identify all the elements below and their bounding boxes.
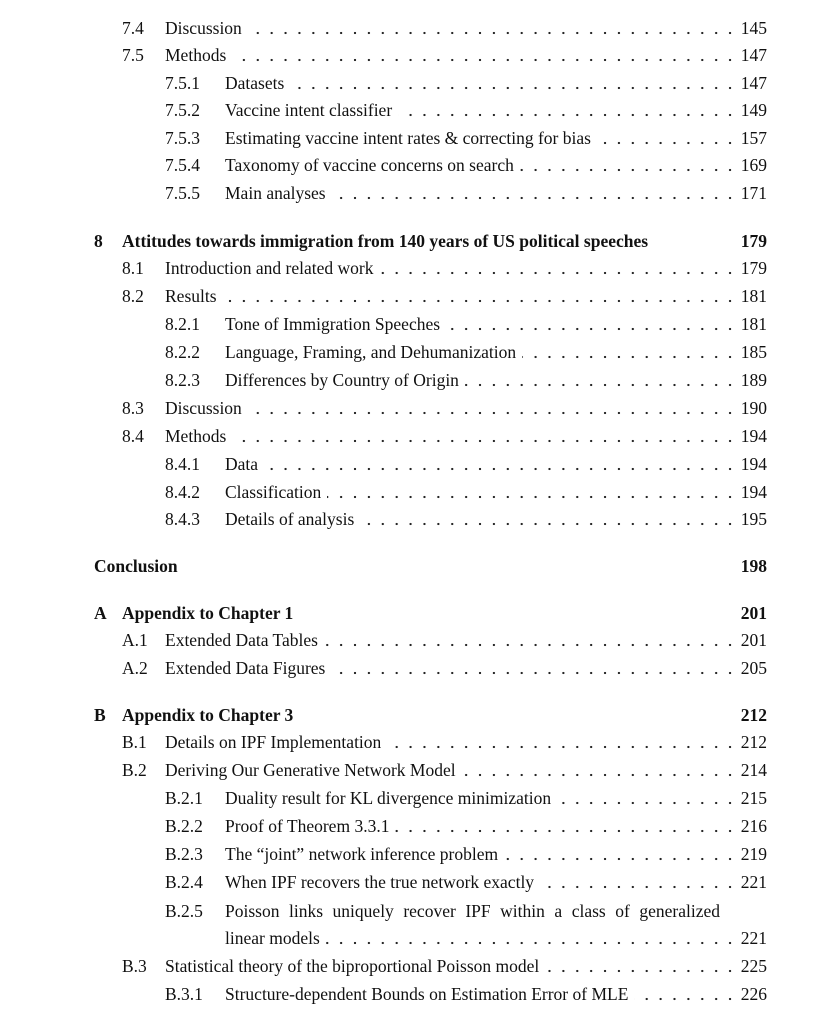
toc-entry-number: A.2 bbox=[122, 658, 148, 678]
toc-entry-number: B.1 bbox=[122, 732, 147, 752]
toc-entry-page: 201 bbox=[740, 630, 767, 650]
toc-entry[interactable] bbox=[0, 552, 825, 580]
toc-entry[interactable] bbox=[0, 701, 825, 729]
toc-entry[interactable] bbox=[0, 394, 825, 422]
toc-entry-number: 8.2.3 bbox=[165, 370, 200, 390]
toc-entry-number: B.2.4 bbox=[165, 872, 203, 892]
toc-entry-page: 212 bbox=[740, 732, 767, 752]
toc-entry[interactable] bbox=[0, 14, 825, 42]
dot-leader bbox=[331, 654, 739, 682]
toc-entry[interactable] bbox=[0, 599, 825, 627]
toc-entry-title: Structure-dependent Bounds on Estimation Error of MLE bbox=[225, 984, 629, 1004]
toc-entry-title: Introduction and related work bbox=[165, 258, 374, 278]
toc-entry[interactable] bbox=[0, 366, 825, 394]
toc-entry[interactable] bbox=[0, 96, 825, 124]
toc-entry-title: Poisson links uniquely recover IPF within a class of generalized bbox=[225, 901, 720, 921]
toc-entry-title: Proof of Theorem 3.3.1 bbox=[225, 816, 390, 836]
toc-entry-page: 194 bbox=[740, 426, 767, 446]
toc-entry-title: Details on IPF Implementation bbox=[165, 732, 382, 752]
dot-leader bbox=[465, 366, 739, 394]
toc-entry-page: 226 bbox=[740, 984, 767, 1004]
toc-entry-number: B.2.5 bbox=[165, 901, 203, 921]
toc-entry-title: Appendix to Chapter 1 bbox=[122, 603, 294, 623]
dot-leader bbox=[522, 338, 739, 366]
toc-entry-title: Deriving Our Generative Network Model bbox=[165, 760, 456, 780]
toc-entry[interactable] bbox=[0, 41, 825, 69]
toc-entry-continuation[interactable] bbox=[0, 924, 825, 952]
toc-entry-page: 181 bbox=[740, 286, 767, 306]
toc-entry-page: 201 bbox=[740, 603, 767, 623]
toc-entry-title: Language, Framing, and Dehumanization bbox=[225, 342, 517, 362]
toc-entry[interactable] bbox=[0, 784, 825, 812]
toc-entry-number: 8.3 bbox=[122, 398, 144, 418]
toc-entry-title: Classification bbox=[225, 482, 322, 502]
toc-entry-page: 221 bbox=[740, 872, 767, 892]
dot-leader bbox=[395, 812, 739, 840]
toc-entry-title: Extended Data Figures bbox=[165, 658, 326, 678]
toc-entry-page: 194 bbox=[740, 454, 767, 474]
toc-entry-number: B.2 bbox=[122, 760, 147, 780]
toc-entry[interactable] bbox=[0, 422, 825, 450]
dot-leader bbox=[324, 626, 739, 654]
toc-entry-page: 215 bbox=[740, 788, 767, 808]
toc-entry-page: 205 bbox=[740, 658, 767, 678]
toc-entry-page: 225 bbox=[740, 956, 767, 976]
toc-entry[interactable] bbox=[0, 897, 825, 925]
toc-entry-number: 8.4 bbox=[122, 426, 144, 446]
dot-leader bbox=[462, 756, 739, 784]
toc-entry-number: 8.2.1 bbox=[165, 314, 200, 334]
toc-entry[interactable] bbox=[0, 756, 825, 784]
toc-entry-title: Details of analysis bbox=[225, 509, 355, 529]
toc-entry-title: Methods bbox=[165, 426, 227, 446]
toc-entry-number: 8.4.2 bbox=[165, 482, 200, 502]
dot-leader bbox=[387, 728, 739, 756]
toc-entry[interactable] bbox=[0, 338, 825, 366]
toc-entry-title: Differences by Country of Origin bbox=[225, 370, 459, 390]
toc-entry-title: Vaccine intent classifier bbox=[225, 100, 393, 120]
toc-entry[interactable] bbox=[0, 952, 825, 980]
toc-entry-number: 7.4 bbox=[122, 18, 144, 38]
toc-entry-title: Tone of Immigration Speeches bbox=[225, 314, 441, 334]
toc-entry-number: A bbox=[94, 603, 107, 623]
toc-entry-title-continuation: linear models bbox=[225, 928, 320, 948]
dot-leader bbox=[379, 254, 739, 282]
toc-entry-title: Main analyses bbox=[225, 183, 326, 203]
toc-entry-number: B.3.1 bbox=[165, 984, 203, 1004]
toc-entry-title: Results bbox=[165, 286, 217, 306]
dot-leader bbox=[248, 394, 739, 422]
dot-leader bbox=[446, 310, 739, 338]
toc-entry-number: 8.4.1 bbox=[165, 454, 200, 474]
toc-entry[interactable] bbox=[0, 179, 825, 207]
toc-entry[interactable] bbox=[0, 980, 825, 1008]
dot-leader bbox=[634, 980, 739, 1008]
dot-leader bbox=[264, 450, 739, 478]
toc-entry[interactable] bbox=[0, 310, 825, 338]
dot-leader bbox=[545, 952, 739, 980]
toc-entry[interactable] bbox=[0, 254, 825, 282]
toc-entry-number: 7.5.3 bbox=[165, 128, 200, 148]
toc-entry-title: Datasets bbox=[225, 73, 285, 93]
toc-entry[interactable] bbox=[0, 478, 825, 506]
toc-entry-number: B.3 bbox=[122, 956, 147, 976]
dot-leader bbox=[520, 151, 739, 179]
toc-entry-page: 216 bbox=[740, 816, 767, 836]
toc-entry-page: 147 bbox=[740, 45, 767, 65]
toc-entry-title: Appendix to Chapter 3 bbox=[122, 705, 294, 725]
toc-entry-title: Data bbox=[225, 454, 259, 474]
toc-entry-page: 219 bbox=[740, 844, 767, 864]
toc-entry-title: The “joint” network inference problem bbox=[225, 844, 499, 864]
dot-leader bbox=[504, 840, 739, 868]
toc-entry-page: 181 bbox=[740, 314, 767, 334]
toc-entry[interactable] bbox=[0, 728, 825, 756]
toc-entry-title: When IPF recovers the true network exactly bbox=[225, 872, 535, 892]
toc-entry-page: 147 bbox=[740, 73, 767, 93]
toc-entry-page: 194 bbox=[740, 482, 767, 502]
dot-leader bbox=[332, 179, 739, 207]
toc-entry-number: 7.5.2 bbox=[165, 100, 200, 120]
toc-entry[interactable] bbox=[0, 450, 825, 478]
toc-entry-page: 179 bbox=[740, 231, 767, 251]
toc-entry[interactable] bbox=[0, 812, 825, 840]
toc-entry-number: 7.5 bbox=[122, 45, 144, 65]
dot-leader bbox=[557, 784, 739, 812]
toc-entry-number: B bbox=[94, 705, 106, 725]
toc-entry-title: Taxonomy of vaccine concerns on search bbox=[225, 155, 514, 175]
toc-entry-number: 8.1 bbox=[122, 258, 144, 278]
toc-entry-page: 221 bbox=[740, 928, 767, 948]
toc-entry-title: Methods bbox=[165, 45, 227, 65]
dot-leader bbox=[360, 505, 739, 533]
toc-entry-number: 8.4.3 bbox=[165, 509, 200, 529]
dot-leader bbox=[597, 124, 739, 152]
toc-entry-page: 185 bbox=[740, 342, 767, 362]
toc-entry-number: 7.5.1 bbox=[165, 73, 200, 93]
dot-leader bbox=[290, 69, 739, 97]
toc-entry[interactable] bbox=[0, 282, 825, 310]
dot-leader bbox=[398, 96, 739, 124]
toc-entry-number: 7.5.5 bbox=[165, 183, 200, 203]
toc-entry[interactable] bbox=[0, 505, 825, 533]
dot-leader bbox=[232, 422, 739, 450]
toc-entry[interactable] bbox=[0, 840, 825, 868]
toc-entry-number: A.1 bbox=[122, 630, 148, 650]
toc-entry[interactable] bbox=[0, 626, 825, 654]
toc-entry-page: 149 bbox=[740, 100, 767, 120]
dot-leader bbox=[326, 924, 739, 952]
toc-entry-page: 145 bbox=[740, 18, 767, 38]
toc-entry-title: Statistical theory of the biproportional Poisson model bbox=[165, 956, 540, 976]
toc-entry-title: Duality result for KL divergence minimization bbox=[225, 788, 552, 808]
toc-entry[interactable] bbox=[0, 151, 825, 179]
toc-entry-page: 169 bbox=[740, 155, 767, 175]
toc-entry-number: 8.2 bbox=[122, 286, 144, 306]
toc-entry-title: Estimating vaccine intent rates & correcting for bias bbox=[225, 128, 591, 148]
dot-leader bbox=[223, 282, 739, 310]
toc-entry[interactable] bbox=[0, 868, 825, 896]
toc-entry-page: 189 bbox=[740, 370, 767, 390]
toc-entry[interactable] bbox=[0, 654, 825, 682]
toc-entry-number: 8.2.2 bbox=[165, 342, 200, 362]
dot-leader bbox=[232, 41, 739, 69]
toc-entry-page: 157 bbox=[740, 128, 767, 148]
toc-entry[interactable] bbox=[0, 124, 825, 152]
dot-leader bbox=[540, 868, 739, 896]
toc-entry-number: B.2.1 bbox=[165, 788, 203, 808]
dot-leader bbox=[248, 14, 739, 42]
toc-entry-number: 7.5.4 bbox=[165, 155, 200, 175]
toc-entry-page: 179 bbox=[740, 258, 767, 278]
toc-entry-page: 190 bbox=[740, 398, 767, 418]
toc-entry[interactable] bbox=[0, 227, 825, 255]
toc-entry-page: 214 bbox=[740, 760, 767, 780]
toc-entry-page: 195 bbox=[740, 509, 767, 529]
toc-entry-page: 171 bbox=[740, 183, 767, 203]
toc-entry-page: 198 bbox=[740, 556, 767, 576]
dot-leader bbox=[327, 478, 739, 506]
toc-entry[interactable] bbox=[0, 69, 825, 97]
toc-entry-page: 212 bbox=[740, 705, 767, 725]
toc-entry-title: Conclusion bbox=[94, 556, 178, 576]
toc-entry-title: Discussion bbox=[165, 398, 242, 418]
toc-entry-title: Discussion bbox=[165, 18, 242, 38]
toc-entry-number: 8 bbox=[94, 231, 103, 251]
toc-entry-number: B.2.3 bbox=[165, 844, 203, 864]
toc-entry-title: Extended Data Tables bbox=[165, 630, 318, 650]
toc-entry-number: B.2.2 bbox=[165, 816, 203, 836]
toc-entry-title: Attitudes towards immigration from 140 years of US political speeches bbox=[122, 231, 649, 251]
